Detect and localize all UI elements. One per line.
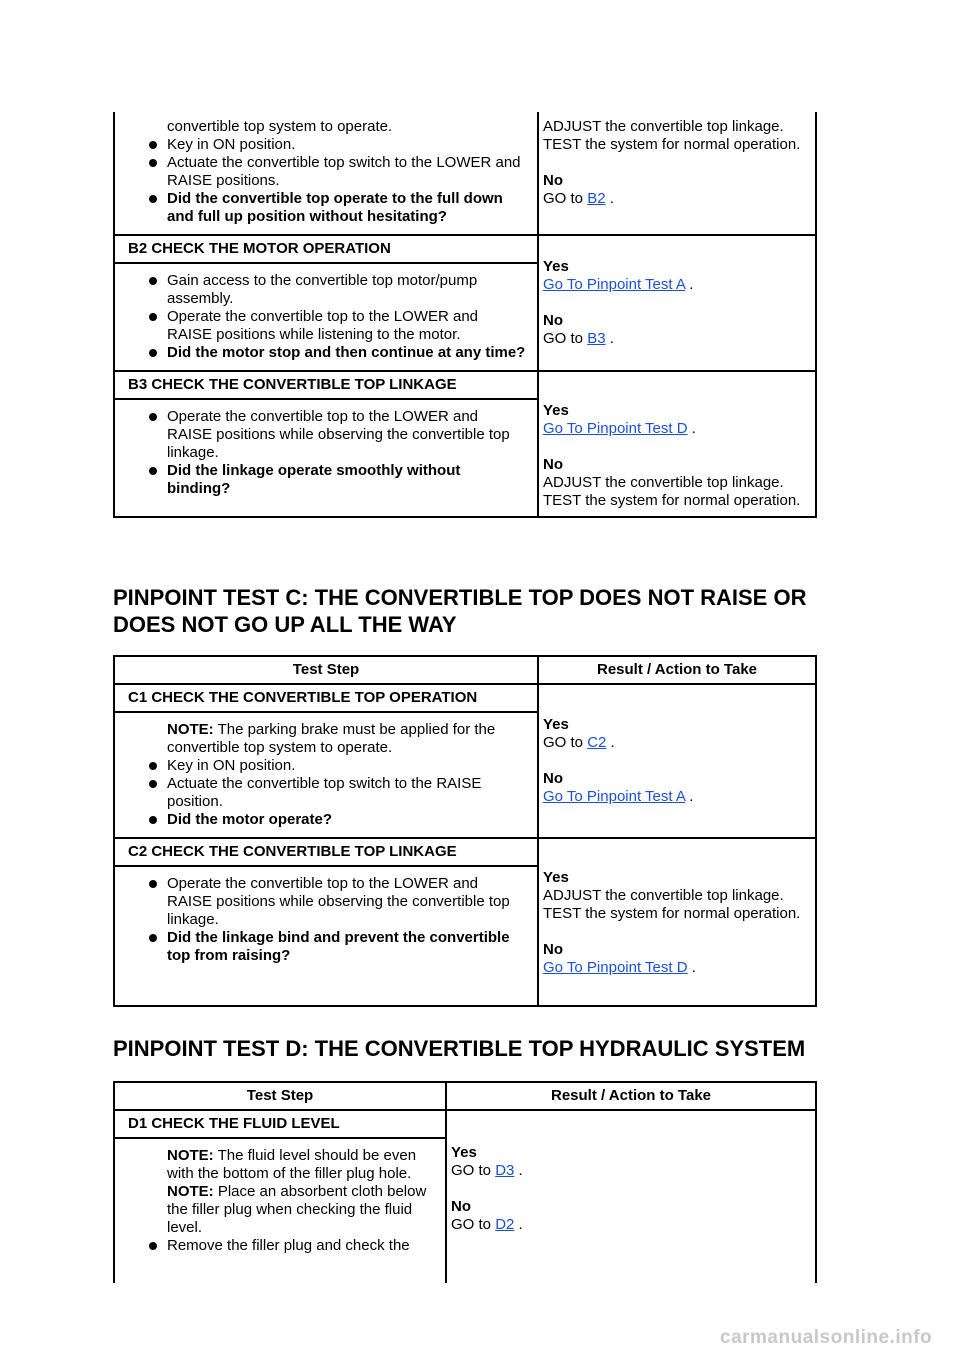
no-label: No [543,172,563,189]
yes-label: Yes [543,716,569,733]
link-pinpoint-test-a[interactable]: Go To Pinpoint Test A [543,276,686,293]
c2-list [145,875,527,965]
c2-question: Did the linkage bind and prevent the convertible top from raising? [167,929,527,965]
b1-step-body [114,112,538,235]
c1-result: Yes GO to C2 . No Go To Pinpoint Test A . [538,684,816,838]
table-row [114,371,816,399]
table-row [114,684,816,712]
yes-label: Yes [543,258,569,275]
go-to-text: GO to [543,734,584,751]
table-row [114,112,816,235]
b3-list [145,408,527,498]
d1-step-body [114,1138,446,1283]
list-item: Actuate the convertible top switch to the RAISE position. [167,775,527,811]
note-text: The fluid level should be even with the bottom of the filler plug hole. [167,1147,417,1182]
list-item: Operate the convertible top to the LOWER and RAISE positions while observing the convertible top linkage. [167,408,527,462]
list-item: Gain access to the convertible top motor/pump assembly. [167,272,527,308]
note-label: NOTE: [167,1183,214,1200]
link-d2[interactable]: D2 [495,1216,515,1233]
c1-question: Did the motor operate? [167,811,527,829]
link-pinpoint-test-d[interactable]: Go To Pinpoint Test D [543,959,688,976]
table-row [114,235,816,263]
yes-label: Yes [451,1144,477,1161]
b2-step-title: B2 CHECK THE MOTOR OPERATION [114,235,538,263]
list-item: Key in ON position. [167,136,527,154]
go-to-text: GO to [543,190,584,207]
c2-yes-text: ADJUST the convertible top linkage. TEST the system for normal operation. [543,887,801,922]
yes-label: Yes [543,402,569,419]
pinpoint-b-table [113,112,817,518]
d1-note-2 [145,1183,435,1237]
c2-step-title: C2 CHECK THE CONVERTIBLE TOP LINKAGE [114,838,538,866]
col-header-result: Result / Action to Take [446,1082,816,1110]
b3-step-body [114,399,538,517]
go-to-text: GO to [451,1216,492,1233]
c1-note [145,721,527,757]
list-item: Operate the convertible top to the LOWER and RAISE positions while listening to the motor. [167,308,527,344]
d1-result: Yes GO to D3 . No GO to D2 . [446,1110,816,1283]
note-label: NOTE: [167,1147,214,1164]
list-item: Remove the filler plug and check the [167,1237,435,1255]
no-label: No [451,1198,471,1215]
pinpoint-c-heading: PINPOINT TEST C: THE CONVERTIBLE TOP DOES NOT RAISE OR DOES NOT GO UP ALL THE WAY [113,585,807,637]
no-label: No [543,941,563,958]
c1-step-title: C1 CHECK THE CONVERTIBLE TOP OPERATION [114,684,538,712]
no-label: No [543,770,563,787]
pinpoint-d-heading: PINPOINT TEST D: THE CONVERTIBLE TOP HYDRAULIC SYSTEM [113,1036,806,1061]
link-pinpoint-test-a[interactable]: Go To Pinpoint Test A [543,788,686,805]
yes-label: Yes [543,869,569,886]
b2-list [145,272,527,362]
b2-question: Did the motor stop and then continue at any time? [167,344,526,361]
table-header-row [114,1082,816,1110]
table-header-row [114,656,816,684]
go-to-text: GO to [451,1162,492,1179]
d1-list [145,1237,435,1255]
c2-step-body [114,866,538,1006]
link-pinpoint-test-d[interactable]: Go To Pinpoint Test D [543,420,688,437]
b3-result: Yes Go To Pinpoint Test D . No ADJUST the convertible top linkage. TEST the system for normal operation. [538,371,816,517]
b1-result-text: ADJUST the convertible top linkage. TEST the system for normal operation. [543,118,801,153]
note-text: The parking brake must be applied for the convertible top system to operate. [167,721,496,756]
link-b2[interactable]: B2 [587,190,606,207]
link-d3[interactable]: D3 [495,1162,515,1179]
b2-result: Yes Go To Pinpoint Test A . No GO to B3 . [538,235,816,371]
note-label: NOTE: [167,721,214,738]
b3-no-text: ADJUST the convertible top linkage. TEST the system for normal operation. [543,474,801,509]
b1-list [145,136,527,226]
c2-result: Yes ADJUST the convertible top linkage. TEST the system for normal operation. No Go To Pinpoint Test D . [538,838,816,1006]
b2-step-body [114,263,538,371]
watermark: carmanualsonline.info [720,1327,933,1348]
no-label: No [543,312,563,329]
list-item: Operate the convertible top to the LOWER and RAISE positions while observing the convertible top linkage. [167,875,527,929]
list-item: Key in ON position. [167,757,527,775]
no-label: No [543,456,563,473]
col-header-test-step: Test Step [114,1082,446,1110]
d1-note-1 [145,1147,435,1183]
col-header-test-step: Test Step [114,656,538,684]
c1-list [145,757,527,829]
pinpoint-c-table [113,655,817,1007]
b1-result: ADJUST the convertible top linkage. TEST the system for normal operation. No GO to B2 . [538,112,816,235]
c1-step-body [114,712,538,838]
col-header-result: Result / Action to Take [538,656,816,684]
note-text: Place an absorbent cloth below the filler plug when checking the fluid level. [167,1183,427,1236]
d1-step-title: D1 CHECK THE FLUID LEVEL [114,1110,446,1138]
link-c2[interactable]: C2 [587,734,607,751]
link-b3[interactable]: B3 [587,330,606,347]
b1-line: convertible top system to operate. [167,118,393,135]
b1-question: Did the convertible top operate to the full down and full up position without hesitating? [167,190,527,226]
table-row [114,1110,816,1138]
b3-step-title: B3 CHECK THE CONVERTIBLE TOP LINKAGE [114,371,538,399]
b3-question: Did the linkage operate smoothly without binding? [167,462,527,498]
list-item: Actuate the convertible top switch to the LOWER and RAISE positions. [167,154,527,190]
table-row [114,838,816,866]
go-to-text: GO to [543,330,584,347]
pinpoint-d-table [113,1081,817,1283]
